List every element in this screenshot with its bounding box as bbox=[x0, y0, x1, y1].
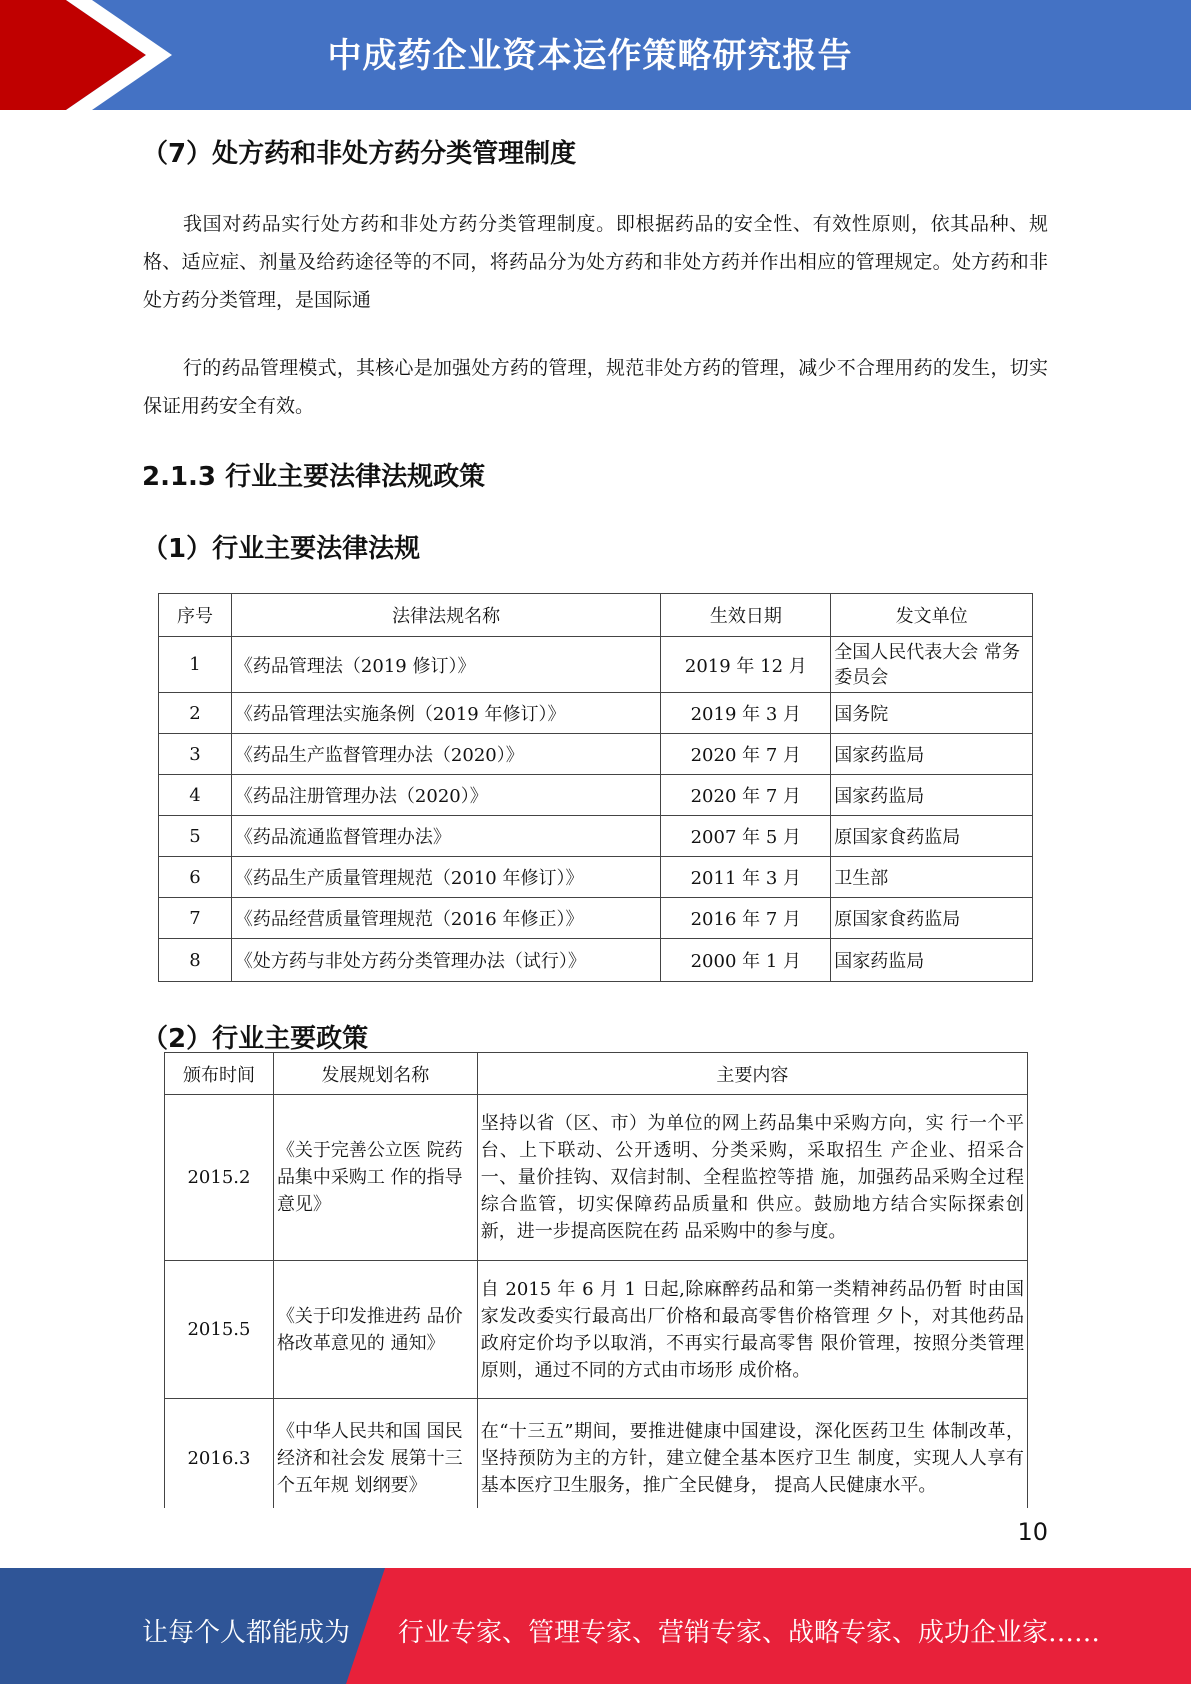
table-row bbox=[165, 1261, 1028, 1399]
table-row bbox=[159, 939, 1033, 982]
law-name: 《药品流通监督管理办法》 bbox=[231, 816, 661, 857]
law-date: 2000 年 1 月 bbox=[661, 939, 831, 982]
policy-year: 2015.2 bbox=[165, 1095, 274, 1261]
policy-year: 2016.3 bbox=[165, 1399, 274, 1509]
law-date: 2016 年 7 月 bbox=[661, 898, 831, 939]
law-issuer: 原国家食药监局 bbox=[831, 816, 1033, 857]
laws-subheading: （1）行业主要法律法规 bbox=[142, 534, 421, 564]
law-index: 7 bbox=[159, 898, 232, 939]
law-issuer: 卫生部 bbox=[831, 857, 1033, 898]
policy-content: 坚持以省（区、市）为单位的网上药品集中采购方向，实 行一个平台、上下联动、公开透明、分类采购，采取招生 产企业、招采合一、量价挂钩、双信封制、全程监控等措 施，加强药品采购全过程综合监管，切实保障药品质量和 供应。鼓励地方结合实际探索创新，进一步提高医院在药 品采购中的参与度。 bbox=[477, 1095, 1027, 1261]
law-name: 《药品生产质量管理规范（2010 年修订）》 bbox=[231, 857, 661, 898]
col-header-issue-time: 颁布时间 bbox=[165, 1053, 274, 1095]
law-index: 6 bbox=[159, 857, 232, 898]
law-name: 《药品注册管理办法（2020）》 bbox=[231, 775, 661, 816]
col-header-main-content: 主要内容 bbox=[477, 1053, 1027, 1095]
law-issuer: 国家药监局 bbox=[831, 734, 1033, 775]
section-7-paragraph-1: 我国对药品实行处方药和非处方药分类管理制度。即根据药品的安全性、有效性原则，依其品种、规格、适应症、剂量及给药途径等的不同，将药品分为处方药和非处方药并作出相应的管理规定。处方药和非处方药分类管理，是国际通 bbox=[143, 213, 1048, 311]
section-7-paragraph-2: 行的药品管理模式，其核心是加强处方药的管理，规范非处方药的管理，减少不合理用药的发生，切实保证用药安全有效。 bbox=[143, 357, 1048, 417]
law-index: 2 bbox=[159, 693, 232, 734]
col-header-index: 序号 bbox=[159, 594, 232, 637]
law-date: 2007 年 5 月 bbox=[661, 816, 831, 857]
table-row bbox=[159, 816, 1033, 857]
policy-year: 2015.5 bbox=[165, 1261, 274, 1399]
table-row bbox=[159, 898, 1033, 939]
law-index: 4 bbox=[159, 775, 232, 816]
law-index: 1 bbox=[159, 637, 232, 693]
header-banner bbox=[0, 0, 1191, 110]
policy-name: 《关于完善公立医 院药品集中采购工 作的指导意见》 bbox=[273, 1095, 477, 1261]
section-213-heading: 2.1.3 行业主要法律法规政策 bbox=[142, 462, 486, 492]
law-date: 2019 年 12 月 bbox=[661, 637, 831, 693]
law-issuer: 国务院 bbox=[831, 693, 1033, 734]
law-date: 2020 年 7 月 bbox=[661, 734, 831, 775]
law-issuer: 全国人民代表大会 常务委员会 bbox=[831, 637, 1033, 693]
law-index: 3 bbox=[159, 734, 232, 775]
laws-table bbox=[158, 593, 1033, 982]
col-header-issuer: 发文单位 bbox=[831, 594, 1033, 637]
report-title: 中成药企业资本运作策略研究报告 bbox=[327, 36, 853, 76]
footer-slogan-left: 让每个人都能成为 bbox=[142, 1618, 351, 1648]
law-date: 2011 年 3 月 bbox=[661, 857, 831, 898]
law-name: 《药品管理法实施条例（2019 年修订）》 bbox=[231, 693, 661, 734]
law-issuer: 国家药监局 bbox=[831, 775, 1033, 816]
section-7-heading: （7）处方药和非处方药分类管理制度 bbox=[142, 139, 577, 169]
policy-table-clip bbox=[164, 1052, 1028, 1508]
page-number: 10 bbox=[1017, 1518, 1048, 1546]
footer-slogan-right: 行业专家、管理专家、营销专家、战略专家、成功企业家…… bbox=[398, 1618, 1101, 1648]
policy-table-header-row bbox=[165, 1053, 1028, 1095]
table-row bbox=[159, 734, 1033, 775]
policy-subheading: （2）行业主要政策 bbox=[142, 1024, 369, 1054]
law-index: 8 bbox=[159, 939, 232, 982]
col-header-name: 法律法规名称 bbox=[231, 594, 661, 637]
policy-content: 自 2015 年 6 月 1 日起,除麻醉药品和第一类精神药品仍暂 时由国家发改委实行最高出厂价格和最高零售价格管理 夕卜，对其他药品政府定价均予以取消，不再实行最高零售 限价管理，按照分类管理原则，通过不同的方式由市场形 成价格。 bbox=[477, 1261, 1027, 1399]
table-row bbox=[159, 693, 1033, 734]
policy-table bbox=[164, 1052, 1028, 1508]
col-header-date: 生效日期 bbox=[661, 594, 831, 637]
law-date: 2019 年 3 月 bbox=[661, 693, 831, 734]
laws-table-header-row bbox=[159, 594, 1033, 637]
policy-name: 《关于印发推进药 品价格改革意见的 通知》 bbox=[273, 1261, 477, 1399]
table-row bbox=[165, 1399, 1028, 1509]
table-row bbox=[159, 637, 1033, 693]
footer-banner bbox=[0, 1568, 1191, 1684]
policy-name: 《中华人民共和国 国民经济和社会发 展第十三个五年规 划纲要》 bbox=[273, 1399, 477, 1509]
law-issuer: 国家药监局 bbox=[831, 939, 1033, 982]
col-header-plan-name: 发展规划名称 bbox=[273, 1053, 477, 1095]
table-row bbox=[159, 775, 1033, 816]
law-date: 2020 年 7 月 bbox=[661, 775, 831, 816]
law-index: 5 bbox=[159, 816, 232, 857]
law-issuer: 原国家食药监局 bbox=[831, 898, 1033, 939]
law-name: 《药品经营质量管理规范（2016 年修正）》 bbox=[231, 898, 661, 939]
law-name: 《药品生产监督管理办法（2020）》 bbox=[231, 734, 661, 775]
table-row bbox=[159, 857, 1033, 898]
table-row bbox=[165, 1095, 1028, 1261]
law-name: 《药品管理法（2019 修订）》 bbox=[231, 637, 661, 693]
policy-content: 在“十三五”期间，要推进健康中国建设，深化医药卫生 体制改革，坚持预防为主的方针，建立健全基本医疗卫生 制度，实现人人享有基本医疗卫生服务，推广全民健身， 提高人民健康水平。 bbox=[477, 1399, 1027, 1509]
law-name: 《处方药与非处方药分类管理办法（试行）》 bbox=[231, 939, 661, 982]
